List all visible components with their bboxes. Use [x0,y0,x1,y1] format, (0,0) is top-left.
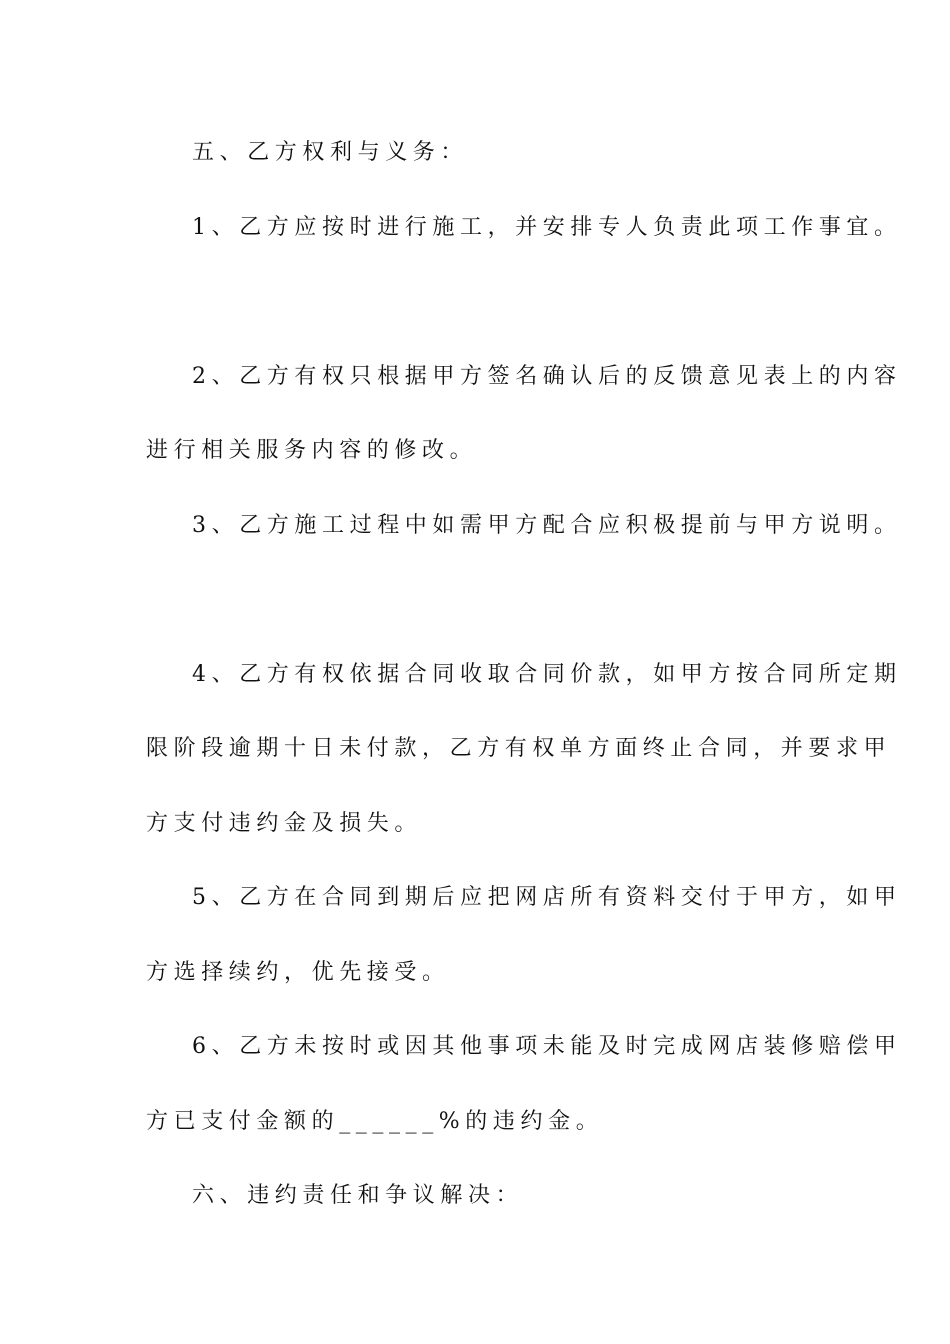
clause-4-line-1: 4、乙方有权依据合同收取合同价款，如甲方按合同所定期 [192,662,902,687]
clause-5-line-2: 方选择续约，优先接受。 [146,960,450,985]
clause-2-line-1: 2、乙方有权只根据甲方签名确认后的反馈意见表上的内容 [192,364,902,389]
clause-5-line-1: 5、乙方在合同到期后应把网店所有资料交付于甲方，如甲 [192,885,902,910]
clause-6-line-1: 6、乙方未按时或因其他事项未能及时完成网店装修赔偿甲 [192,1034,902,1059]
clause-4-line-2: 限阶段逾期十日未付款，乙方有权单方面终止合同，并要求甲 [146,736,892,761]
section-5-heading: 五、乙方权利与义务： [192,140,469,165]
clause-3: 3、乙方施工过程中如需甲方配合应积极提前与甲方说明。 [192,513,902,538]
clause-2-line-2: 进行相关服务内容的修改。 [146,438,478,463]
clause-4-line-3: 方支付违约金及损失。 [146,811,423,836]
clause-6-line-2: 方已支付金额的______%的违约金。 [146,1109,604,1134]
section-6-heading: 六、违约责任和争议解决： [192,1183,524,1208]
clause-1: 1、乙方应按时进行施工，并安排专人负责此项工作事宜。 [192,215,902,240]
